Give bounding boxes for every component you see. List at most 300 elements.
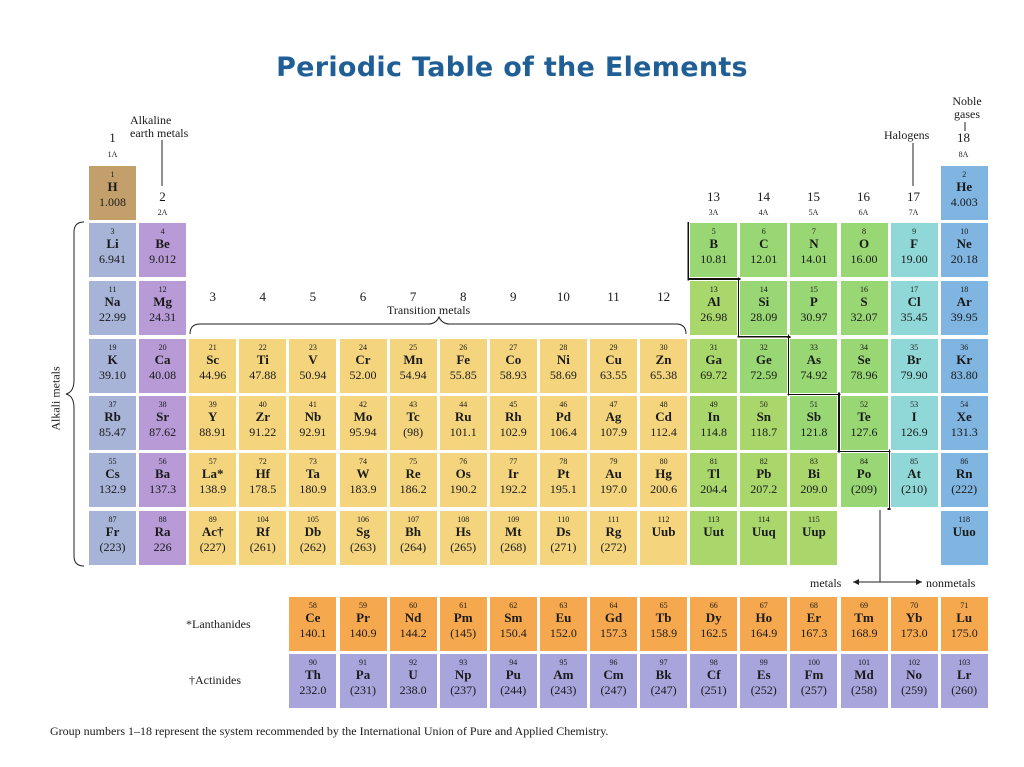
atomic-mass: (257) bbox=[800, 683, 827, 697]
element-symbol: Pd bbox=[555, 409, 571, 424]
element-cell-pb bbox=[739, 452, 788, 508]
group-1-label: 1 bbox=[109, 130, 116, 145]
atomic-number: 24 bbox=[359, 343, 367, 352]
element-cell-ge bbox=[739, 338, 788, 394]
element-symbol: Uuq bbox=[751, 524, 776, 539]
atomic-number: 26 bbox=[459, 343, 468, 352]
element-cell-ac bbox=[188, 510, 237, 566]
element-symbol: Os bbox=[455, 466, 471, 481]
element-cell-cf bbox=[689, 653, 738, 709]
element-symbol: Ho bbox=[755, 610, 773, 625]
atomic-mass: 102.9 bbox=[499, 425, 527, 439]
element-cell-cd bbox=[639, 395, 688, 451]
atomic-mass: (244) bbox=[500, 683, 527, 697]
transition-group-label: 6 bbox=[359, 289, 367, 304]
atomic-mass: 85.47 bbox=[99, 425, 126, 439]
element-symbol: Rh bbox=[504, 409, 522, 424]
element-cell-md bbox=[840, 653, 889, 709]
element-cell-bh bbox=[389, 510, 438, 566]
element-cell-be bbox=[138, 222, 187, 278]
element-cell-b bbox=[689, 222, 738, 278]
atomic-number: 58 bbox=[308, 601, 317, 610]
element-cell-k bbox=[88, 338, 137, 394]
atomic-mass: 126.9 bbox=[900, 425, 928, 439]
atomic-number: 14 bbox=[759, 285, 768, 294]
atomic-number: 108 bbox=[457, 515, 470, 524]
element-symbol: Hs bbox=[455, 524, 471, 539]
element-symbol: S bbox=[860, 294, 868, 309]
atomic-mass: 30.97 bbox=[800, 310, 828, 324]
element-cell-he bbox=[940, 165, 989, 221]
element-symbol: Al bbox=[707, 294, 721, 309]
element-symbol: Au bbox=[605, 466, 622, 481]
atomic-number: 45 bbox=[509, 400, 518, 409]
atomic-mass: 20.18 bbox=[950, 252, 978, 266]
atomic-number: 77 bbox=[509, 457, 518, 466]
element-cell-o bbox=[840, 222, 889, 278]
atomic-number: 49 bbox=[709, 400, 718, 409]
element-cell-rg bbox=[589, 510, 638, 566]
element-cell-in bbox=[689, 395, 738, 451]
element-cell-uub bbox=[639, 510, 688, 566]
atomic-number: 60 bbox=[409, 601, 418, 610]
atomic-mass: 178.5 bbox=[249, 482, 277, 496]
atomic-number: 10 bbox=[960, 227, 969, 236]
element-cell-uup bbox=[789, 510, 838, 566]
atomic-number: 56 bbox=[158, 457, 167, 466]
element-symbol: Ta bbox=[305, 466, 320, 481]
element-cell-au bbox=[589, 452, 638, 508]
atomic-number: 94 bbox=[509, 658, 518, 667]
group-7a-label: 7A bbox=[908, 208, 919, 217]
atomic-number: 47 bbox=[609, 400, 618, 409]
atomic-number: 50 bbox=[759, 400, 768, 409]
element-symbol: Sc bbox=[206, 352, 220, 367]
element-cell-mo bbox=[339, 395, 388, 451]
atomic-number: 18 bbox=[960, 285, 969, 294]
element-cell-zr bbox=[238, 395, 287, 451]
element-symbol: Es bbox=[756, 667, 771, 682]
atomic-number: 6 bbox=[761, 227, 766, 236]
element-symbol: Po bbox=[856, 466, 872, 481]
element-symbol: Rg bbox=[605, 524, 622, 539]
atomic-mass: (243) bbox=[550, 683, 577, 697]
halogens-label: Halogens bbox=[884, 128, 930, 142]
element-cell-no bbox=[890, 653, 939, 709]
element-symbol: Cs bbox=[105, 466, 120, 481]
element-symbol: Zn bbox=[655, 352, 672, 367]
atomic-mass: 39.10 bbox=[99, 368, 126, 382]
atomic-number: 84 bbox=[860, 457, 868, 466]
atomic-number: 21 bbox=[208, 343, 217, 352]
atomic-number: 76 bbox=[459, 457, 468, 466]
element-cell-pt bbox=[539, 452, 588, 508]
atomic-mass: 19.00 bbox=[900, 252, 928, 266]
atomic-mass: 55.85 bbox=[449, 368, 477, 382]
element-cell-ti bbox=[238, 338, 287, 394]
element-cell-ni bbox=[539, 338, 588, 394]
atomic-number: 37 bbox=[108, 400, 117, 409]
transition-group-label: 4 bbox=[259, 289, 267, 304]
element-symbol: Si bbox=[758, 294, 770, 309]
atomic-mass: 186.2 bbox=[399, 482, 427, 496]
element-symbol: Yb bbox=[905, 610, 923, 625]
element-symbol: B bbox=[709, 236, 719, 251]
element-symbol: Lu bbox=[956, 610, 973, 625]
atomic-number: 99 bbox=[759, 658, 768, 667]
atomic-mass: (247) bbox=[600, 683, 627, 697]
element-symbol: Nb bbox=[304, 409, 322, 424]
atomic-number: 83 bbox=[809, 457, 818, 466]
element-cell-fr bbox=[88, 510, 137, 566]
element-cell-co bbox=[489, 338, 538, 394]
atomic-mass: 58.93 bbox=[499, 368, 527, 382]
element-cell-ga bbox=[689, 338, 738, 394]
element-cell-ta bbox=[288, 452, 337, 508]
element-symbol: Sb bbox=[806, 409, 822, 424]
atomic-mass: 197.0 bbox=[600, 482, 627, 496]
atomic-mass: 106.4 bbox=[549, 425, 577, 439]
atomic-number: 64 bbox=[609, 601, 618, 610]
atomic-number: 51 bbox=[809, 400, 818, 409]
atomic-number: 79 bbox=[609, 457, 618, 466]
element-symbol: F bbox=[910, 236, 919, 251]
atomic-number: 40 bbox=[258, 400, 267, 409]
atomic-number: 115 bbox=[808, 515, 820, 524]
atomic-mass: (227) bbox=[199, 540, 226, 554]
element-cell-db bbox=[288, 510, 337, 566]
atomic-number: 69 bbox=[860, 601, 868, 610]
atomic-mass: (98) bbox=[403, 425, 424, 439]
element-cell-ne bbox=[940, 222, 989, 278]
element-symbol: Uup bbox=[801, 524, 826, 539]
atomic-mass: 200.6 bbox=[650, 482, 678, 496]
element-symbol: Mn bbox=[403, 352, 423, 367]
atomic-mass: (268) bbox=[500, 540, 527, 554]
element-cell-ds bbox=[539, 510, 588, 566]
atomic-number: 68 bbox=[809, 601, 818, 610]
atomic-number: 35 bbox=[910, 343, 919, 352]
group-16-label: 16 bbox=[857, 189, 870, 204]
atomic-number: 44 bbox=[459, 400, 468, 409]
atomic-mass: 44.96 bbox=[199, 368, 227, 382]
atomic-number: 85 bbox=[910, 457, 919, 466]
element-symbol: Na bbox=[104, 294, 121, 309]
atomic-number: 46 bbox=[559, 400, 568, 409]
element-symbol: Uub bbox=[651, 524, 676, 539]
element-symbol: Am bbox=[553, 667, 574, 682]
atomic-mass: 158.9 bbox=[650, 626, 678, 640]
element-symbol: Rn bbox=[955, 466, 973, 481]
element-symbol: Eu bbox=[555, 610, 572, 625]
atomic-number: 109 bbox=[507, 515, 520, 524]
atomic-mass: 238.0 bbox=[399, 683, 427, 697]
atomic-number: 73 bbox=[308, 457, 317, 466]
atomic-number: 66 bbox=[709, 601, 718, 610]
element-symbol: Er bbox=[806, 610, 822, 625]
group-6a-label: 6A bbox=[858, 208, 869, 217]
element-symbol: Sn bbox=[756, 409, 772, 424]
group-15-label: 15 bbox=[807, 189, 820, 204]
transition-group-label: 12 bbox=[657, 289, 671, 304]
atomic-number: 80 bbox=[659, 457, 668, 466]
element-symbol: La* bbox=[201, 466, 224, 481]
element-cell-tb bbox=[639, 596, 688, 652]
element-cell-cl bbox=[890, 280, 939, 336]
atomic-mass: 192.2 bbox=[499, 482, 527, 496]
atomic-number: 101 bbox=[858, 658, 870, 667]
atomic-number: 74 bbox=[359, 457, 367, 466]
atomic-number: 111 bbox=[607, 515, 620, 524]
atomic-mass: 24.31 bbox=[149, 310, 177, 324]
nonmetals-label: nonmetals bbox=[926, 576, 976, 590]
element-symbol: No bbox=[906, 667, 923, 682]
element-cell-gd bbox=[589, 596, 638, 652]
atomic-number: 9 bbox=[912, 227, 917, 236]
transition-metals-label: Transition metals bbox=[387, 303, 471, 317]
element-cell-os bbox=[439, 452, 488, 508]
element-symbol: Ra bbox=[154, 524, 171, 539]
element-symbol: Cl bbox=[907, 294, 921, 309]
element-symbol: Db bbox=[304, 524, 322, 539]
atomic-mass: 180.9 bbox=[299, 482, 327, 496]
atomic-number: 31 bbox=[709, 343, 718, 352]
element-cell-rf bbox=[238, 510, 287, 566]
atomic-number: 8 bbox=[862, 227, 866, 236]
atomic-number: 5 bbox=[711, 227, 716, 236]
atomic-mass: (260) bbox=[951, 683, 978, 697]
element-symbol: Re bbox=[405, 466, 421, 481]
atomic-mass: 131.3 bbox=[950, 425, 978, 439]
element-cell-cm bbox=[589, 653, 638, 709]
element-symbol: Sg bbox=[356, 524, 370, 539]
element-cell-i bbox=[890, 395, 939, 451]
atomic-mass: (261) bbox=[249, 540, 276, 554]
element-symbol: Ce bbox=[305, 610, 321, 625]
element-cell-na bbox=[88, 280, 137, 336]
element-symbol: P bbox=[809, 294, 818, 309]
atomic-mass: 39.95 bbox=[950, 310, 978, 324]
element-cell-cs bbox=[88, 452, 137, 508]
element-symbol: Fm bbox=[804, 667, 824, 682]
element-symbol: Pa bbox=[355, 667, 371, 682]
atomic-number: 75 bbox=[409, 457, 418, 466]
element-cell-yb bbox=[890, 596, 939, 652]
element-symbol: Uuo bbox=[952, 524, 976, 539]
element-cell-th bbox=[288, 653, 337, 709]
atomic-mass: (264) bbox=[400, 540, 427, 554]
atomic-mass: 173.0 bbox=[900, 626, 928, 640]
atomic-number: 105 bbox=[306, 515, 319, 524]
element-symbol: Nd bbox=[404, 610, 422, 625]
transition-group-label: 3 bbox=[209, 289, 216, 304]
transition-group-label: 11 bbox=[607, 289, 620, 304]
atomic-mass: 107.9 bbox=[600, 425, 627, 439]
atomic-mass: 79.90 bbox=[900, 368, 928, 382]
group-2-label: 2 bbox=[159, 189, 166, 204]
atomic-mass: (209) bbox=[851, 482, 877, 496]
atomic-mass: 54.94 bbox=[399, 368, 427, 382]
element-cell-tl bbox=[689, 452, 738, 508]
element-cell-cu bbox=[589, 338, 638, 394]
element-cell-mn bbox=[389, 338, 438, 394]
element-cell-am bbox=[539, 653, 588, 709]
element-cell-la bbox=[188, 452, 237, 508]
atomic-number: 72 bbox=[258, 457, 267, 466]
atomic-number: 110 bbox=[557, 515, 570, 524]
group-18-label: 18 bbox=[957, 130, 970, 145]
element-cell-sg bbox=[339, 510, 388, 566]
atomic-mass: (223) bbox=[99, 540, 126, 554]
noble-gases-label: Noble gases bbox=[952, 94, 982, 121]
atomic-mass: 204.4 bbox=[700, 482, 728, 496]
atomic-mass: 140.9 bbox=[349, 626, 377, 640]
element-cell-pm bbox=[439, 596, 488, 652]
atomic-number: 20 bbox=[158, 343, 167, 352]
element-cell-hs bbox=[439, 510, 488, 566]
element-symbol: K bbox=[107, 352, 118, 367]
element-symbol: Kr bbox=[956, 352, 973, 367]
element-cell-ar bbox=[940, 280, 989, 336]
atomic-number: 112 bbox=[657, 515, 670, 524]
atomic-mass: (262) bbox=[299, 540, 326, 554]
atomic-mass: 118.7 bbox=[750, 425, 778, 439]
element-cell-uut bbox=[689, 510, 738, 566]
lanthanides-label: *Lanthanides bbox=[186, 617, 251, 631]
alkali-metals-label: Alkali metals bbox=[48, 366, 63, 431]
element-cell-h bbox=[88, 165, 137, 221]
atomic-mass: 127.6 bbox=[850, 425, 878, 439]
element-cell-fm bbox=[789, 653, 838, 709]
atomic-number: 91 bbox=[359, 658, 367, 667]
element-cell-lr bbox=[940, 653, 989, 709]
atomic-number: 71 bbox=[960, 601, 969, 610]
atomic-number: 19 bbox=[108, 343, 117, 352]
element-symbol: Ne bbox=[956, 236, 972, 251]
atomic-number: 36 bbox=[960, 343, 969, 352]
element-cell-mt bbox=[489, 510, 538, 566]
element-symbol: Bk bbox=[655, 667, 672, 682]
atomic-mass: 152.0 bbox=[549, 626, 577, 640]
actinides-label: †Actinides bbox=[189, 673, 241, 687]
atomic-mass: 138.9 bbox=[199, 482, 227, 496]
element-symbol: Dy bbox=[705, 610, 722, 625]
atomic-mass: 175.0 bbox=[950, 626, 978, 640]
atomic-mass: 28.09 bbox=[750, 310, 778, 324]
atomic-number: 87 bbox=[108, 515, 117, 524]
element-symbol: W bbox=[356, 466, 370, 481]
element-cell-xe bbox=[940, 395, 989, 451]
atomic-mass: 40.08 bbox=[149, 368, 177, 382]
element-cell-fe bbox=[439, 338, 488, 394]
page-title: Periodic Table of the Elements bbox=[276, 52, 748, 83]
group-4a-label: 4A bbox=[758, 208, 769, 217]
element-symbol: V bbox=[308, 352, 318, 367]
element-cell-tc bbox=[389, 395, 438, 451]
element-cell-bk bbox=[639, 653, 688, 709]
atomic-number: 106 bbox=[357, 515, 369, 524]
atomic-number: 62 bbox=[509, 601, 518, 610]
element-cell-sm bbox=[489, 596, 538, 652]
atomic-number: 29 bbox=[609, 343, 618, 352]
alkaline-earth-label: Alkaline earth metals bbox=[130, 113, 189, 140]
atomic-mass: 4.003 bbox=[950, 195, 978, 209]
atomic-mass: (271) bbox=[550, 540, 577, 554]
element-symbol: Ga bbox=[705, 352, 722, 367]
atomic-number: 22 bbox=[258, 343, 267, 352]
atomic-number: 3 bbox=[110, 227, 115, 236]
element-cell-kr bbox=[940, 338, 989, 394]
atomic-number: 82 bbox=[759, 457, 768, 466]
element-symbol: Pr bbox=[356, 610, 370, 625]
group-2a-label: 2A bbox=[157, 208, 168, 217]
element-cell-eu bbox=[539, 596, 588, 652]
atomic-mass: 88.91 bbox=[199, 425, 227, 439]
atomic-number: 53 bbox=[910, 400, 919, 409]
atomic-mass: 150.4 bbox=[499, 626, 527, 640]
group-14-label: 14 bbox=[757, 189, 770, 204]
atomic-mass: (252) bbox=[750, 683, 777, 697]
element-cell-w bbox=[339, 452, 388, 508]
atomic-number: 7 bbox=[811, 227, 816, 236]
element-cell-rn bbox=[940, 452, 989, 508]
element-symbol: Bi bbox=[807, 466, 821, 481]
element-symbol: Ca bbox=[154, 352, 171, 367]
atomic-number: 4 bbox=[160, 227, 165, 236]
atomic-mass: 114.8 bbox=[700, 425, 727, 439]
element-cell-at bbox=[890, 452, 939, 508]
element-cell-ca bbox=[138, 338, 187, 394]
atomic-mass: 91.22 bbox=[249, 425, 277, 439]
element-symbol: Ti bbox=[256, 352, 269, 367]
atomic-number: 70 bbox=[910, 601, 919, 610]
atomic-number: 23 bbox=[308, 343, 317, 352]
metals-label: metals bbox=[810, 576, 842, 590]
atomic-mass: (251) bbox=[700, 683, 727, 697]
element-symbol: Te bbox=[857, 409, 871, 424]
atomic-number: 65 bbox=[659, 601, 668, 610]
element-symbol: N bbox=[809, 236, 819, 251]
element-cell-ru bbox=[439, 395, 488, 451]
atomic-number: 59 bbox=[359, 601, 367, 610]
atomic-mass: (210) bbox=[901, 482, 928, 496]
atomic-mass: (258) bbox=[851, 683, 877, 697]
element-symbol: Lr bbox=[956, 667, 972, 682]
element-cell-f bbox=[890, 222, 939, 278]
element-cell-v bbox=[288, 338, 337, 394]
atomic-mass: 1.008 bbox=[99, 195, 126, 209]
element-cell-c bbox=[739, 222, 788, 278]
atomic-number: 92 bbox=[409, 658, 418, 667]
atomic-mass: 112.4 bbox=[650, 425, 677, 439]
element-cell-s bbox=[840, 280, 889, 336]
atomic-number: 114 bbox=[757, 515, 770, 524]
footnote: Group numbers 1–18 represent the system recommended by the International Union of Pure and Applied Chemistry. bbox=[50, 724, 609, 738]
element-symbol: Fr bbox=[105, 524, 120, 539]
element-cell-re bbox=[389, 452, 438, 508]
atomic-number: 57 bbox=[208, 457, 217, 466]
atomic-number: 89 bbox=[208, 515, 217, 524]
element-symbol: Pu bbox=[505, 667, 521, 682]
atomic-mass: 47.88 bbox=[249, 368, 277, 382]
element-symbol: I bbox=[911, 409, 917, 424]
atomic-number: 88 bbox=[158, 515, 167, 524]
element-symbol: Ir bbox=[507, 466, 519, 481]
atomic-mass: (247) bbox=[650, 683, 677, 697]
atomic-number: 1 bbox=[110, 170, 115, 179]
element-cell-sc bbox=[188, 338, 237, 394]
atomic-number: 97 bbox=[659, 658, 668, 667]
